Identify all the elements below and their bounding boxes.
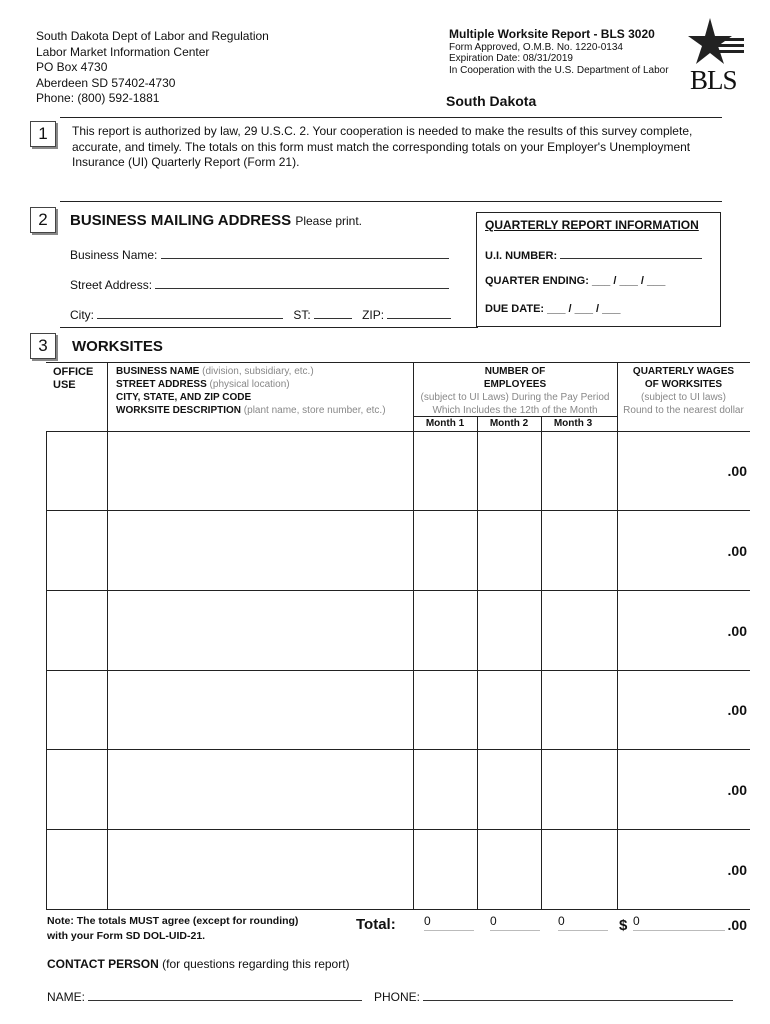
street-label: Street Address: (70, 278, 153, 292)
divider (60, 117, 722, 118)
worksite-note: (plant name, store number, etc.) (243, 405, 386, 416)
contact-name-row (47, 988, 362, 1004)
month-1-total[interactable]: 0 (424, 914, 474, 931)
business-name-label: Business Name: (70, 248, 158, 262)
month-3-header: Month 3 (553, 418, 593, 429)
employees-title-line: NUMBER OF (484, 366, 546, 377)
contact-title: CONTACT PERSON (47, 957, 159, 971)
row-line (46, 749, 750, 750)
row-line (46, 590, 750, 591)
phone-label: PHONE: (374, 990, 421, 1004)
form-line: In Cooperation with the U.S. Department of Labor (449, 64, 669, 76)
mailing-title-text: BUSINESS MAILING ADDRESS (70, 212, 292, 229)
row-line (46, 431, 750, 432)
col-divider (541, 416, 542, 909)
city-field[interactable] (97, 306, 283, 319)
wage-total-decimal: .00 (727, 917, 747, 933)
contact-phone-row (374, 988, 733, 1004)
wage-decimal[interactable]: .00 (727, 543, 747, 559)
wage-decimal[interactable]: .00 (727, 782, 747, 798)
quarter-ending[interactable]: QUARTER ENDING: ___ / ___ / ___ (485, 275, 666, 287)
business-name-hdr: BUSINESS NAME (116, 366, 200, 377)
employees-title-line: EMPLOYEES (483, 379, 547, 390)
agency-address (36, 29, 269, 107)
wages-note-line: (subject to UI laws) (640, 392, 727, 403)
mailing-title-note: Please print. (295, 214, 363, 228)
form-info (449, 29, 669, 76)
phone-field[interactable] (423, 988, 733, 1001)
row-line (46, 670, 750, 671)
note-line: Note: The totals MUST agree (except for rounding) (47, 915, 299, 927)
quarterly-title: QUARTERLY REPORT INFORMATION (485, 218, 699, 232)
agency-line: Aberdeen SD 57402-4730 (36, 75, 176, 90)
agency-line: South Dakota Dept of Labor and Regulation (36, 29, 269, 43)
col-divider (413, 362, 414, 909)
row-line (46, 510, 750, 511)
month-2-header: Month 2 (489, 418, 529, 429)
wage-decimal[interactable]: .00 (727, 463, 747, 479)
section-3-number: 3 (30, 333, 56, 359)
employees-note-line: (subject to UI Laws) During the Pay Period (420, 392, 610, 403)
form-line: Form Approved, O.M.B. No. 1220-0134 (449, 41, 623, 53)
wage-total[interactable]: 0 (633, 914, 725, 931)
note-line: with your Form SD DOL-UID-21. (47, 930, 206, 942)
office-use-line: OFFICE (53, 366, 94, 378)
agency-line: Phone: (800) 592-1881 (36, 91, 160, 105)
street-hdr: STREET ADDRESS (116, 379, 207, 390)
form-title: Multiple Worksite Report - BLS 3020 (449, 27, 655, 41)
due-date[interactable]: DUE DATE: ___ / ___ / ___ (485, 303, 621, 315)
ui-number-field[interactable] (560, 248, 702, 259)
star-icon (688, 16, 746, 66)
bls-logo (688, 16, 746, 94)
col-divider (107, 362, 108, 909)
business-name-row (70, 246, 449, 262)
employees-header (413, 365, 617, 417)
dollar-sign: $ (619, 917, 628, 934)
section-2-number: 2 (30, 207, 56, 233)
logo-text: BLS (690, 65, 737, 95)
row-line (46, 829, 750, 830)
name-label: NAME: (47, 990, 86, 1004)
city-label: City: (70, 308, 94, 322)
contact-note: (for questions regarding this report) (162, 957, 350, 971)
office-use-header (53, 366, 93, 392)
wages-note-line: Round to the nearest dollar (623, 405, 744, 416)
col-divider (617, 362, 618, 909)
section-1-number: 1 (30, 121, 56, 147)
month-3-total[interactable]: 0 (558, 914, 608, 931)
employees-note-line: Which Includes the 12th of the Month (432, 405, 598, 416)
zip-field[interactable] (387, 306, 451, 319)
totals-note (47, 914, 298, 944)
quarterly-info-box (476, 212, 721, 327)
business-header (116, 365, 386, 417)
authorization-text: This report is authorized by law, 29 U.S.C. 2. Your cooperation is needed to make the results of this survey complete, accurate, and timely. The totals on this form must match the corresponding totals on your Employer's Unemployment Insurance (UI) Quarterly Report (Form 21). (72, 124, 693, 169)
row-line (46, 909, 750, 910)
name-field[interactable] (88, 988, 362, 1001)
office-use-line: USE (53, 379, 76, 391)
state-label: ST: (293, 308, 311, 322)
wages-title-line: OF WORKSITES (644, 379, 723, 390)
col-divider (477, 416, 478, 909)
divider (60, 327, 478, 328)
street-note: (physical location) (209, 379, 290, 390)
state-field[interactable] (314, 306, 352, 319)
mailing-address-title (70, 212, 362, 229)
city-hdr: CITY, STATE, AND ZIP CODE (116, 392, 252, 403)
divider (60, 201, 722, 202)
street-field[interactable] (155, 276, 449, 289)
wage-decimal[interactable]: .00 (727, 702, 747, 718)
month-2-total[interactable]: 0 (490, 914, 540, 931)
wage-decimal[interactable]: .00 (727, 623, 747, 639)
worksite-hdr: WORKSITE DESCRIPTION (116, 405, 242, 416)
agency-line: Labor Market Information Center (36, 44, 210, 59)
business-name-note: (division, subsidiary, etc.) (202, 366, 314, 377)
ui-number-row (485, 248, 702, 262)
wages-header (617, 365, 750, 417)
month-1-header: Month 1 (425, 418, 465, 429)
form-line: Expiration Date: 08/31/2019 (449, 53, 573, 64)
street-row (70, 276, 449, 292)
state-name: South Dakota (446, 93, 537, 109)
wages-title-line: QUARTERLY WAGES (632, 366, 735, 377)
agency-line: PO Box 4730 (36, 60, 108, 74)
wage-decimal[interactable]: .00 (727, 862, 747, 878)
city-row (70, 306, 451, 322)
ui-number-label: U.I. NUMBER: (485, 250, 558, 262)
contact-person (47, 957, 350, 971)
worksites-title: WORKSITES (72, 338, 163, 355)
business-name-field[interactable] (161, 246, 449, 259)
zip-label: ZIP: (362, 308, 385, 322)
table-top-line (46, 362, 750, 363)
total-label: Total: (356, 916, 396, 933)
